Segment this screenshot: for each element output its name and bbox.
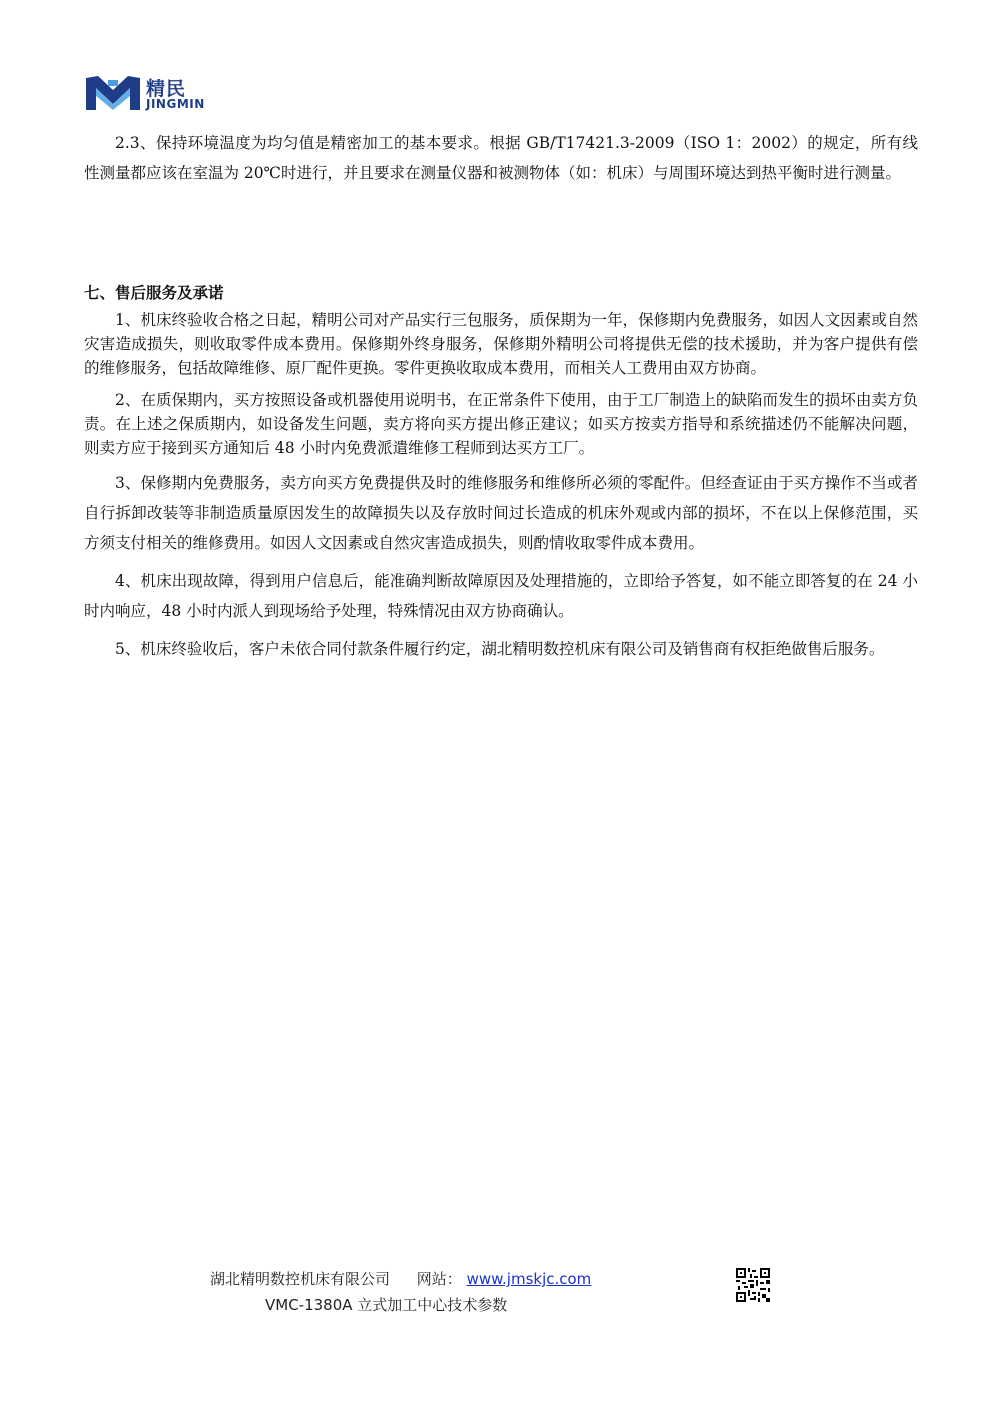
section-title: 七、售后服务及承诺 <box>84 283 224 302</box>
company-logo <box>84 72 244 118</box>
qr-code-icon <box>736 1268 770 1302</box>
paragraph-2-3: 2.3、保持环境温度为均匀值是精密加工的基本要求。根据 GB/T17421.3-2009（ISO 1：2002）的规定，所有线性测量都应该在室温为 20℃时进行，并且要求在测量仪器和被测物体（如：机床）与周围环境达到热平衡时进行测量。 <box>84 134 918 182</box>
logo-text-cn: 精民 <box>146 78 187 100</box>
list-item: 3、保修期内免费服务，卖方向买方免费提供及时的维修服务和维修所必须的零配件。但经查证由于买方操作不当或者自行拆卸改装等非制造质量原因发生的故障损失以及存放时间过长造成的机床外观或内部的损坏，不在以上保修范围，买方须支付相关的维修费用。如因人文因素或自然灾害造成损失，则酌情收取零件成本费用。 <box>84 474 918 552</box>
list-item: 5、机床终验收后，客户未依合同付款条件履行约定，湖北精明数控机床有限公司及销售商有权拒绝做售后服务。 <box>115 640 885 658</box>
footer-doc-title: VMC-1380A 立式加工中心技术参数 <box>265 1296 508 1314</box>
logo-text-en: JINGMIN <box>146 97 205 111</box>
footer-company: 湖北精明数控机床有限公司 <box>210 1270 391 1288</box>
list-item: 4、机床出现故障，得到用户信息后，能准确判断故障原因及处理措施的，立即给予答复，如不能立即答复的在 24 小时内响应，48 小时内派人到现场给予处理，特殊情况由双方协商确认。 <box>84 572 918 620</box>
list-item: 1、机床终验收合格之日起，精明公司对产品实行三包服务，质保期为一年，保修期内免费服务，如因人文因素或自然灾害造成损失，则收取零件成本费用。保修期外终身服务，保修期外精明公司将提供无偿的技术援助，并为客户提供有偿的维修服务，包括故障维修、原厂配件更换。零件更换收取成本费用，而相关人工费用由双方协商。 <box>84 311 918 377</box>
footer-company-line <box>210 1268 591 1289</box>
document-body <box>84 128 918 664</box>
footer-site-label: 网站： <box>416 1270 462 1288</box>
website-link[interactable]: www.jmskjc.com <box>466 1270 592 1288</box>
jingmin-logo-icon <box>84 72 142 112</box>
list-item: 2、在质保期内，买方按照设备或机器使用说明书，在正常条件下使用，由于工厂制造上的缺陷而发生的损坏由卖方负责。在上述之保质期内，如设备发生问题，卖方将向买方提出修正建议；如买方按卖方指导和系统描述仍不能解决问题，则卖方应于接到买方通知后 48 小时内免费派遣维修工程师到达买方工厂。 <box>84 391 918 457</box>
